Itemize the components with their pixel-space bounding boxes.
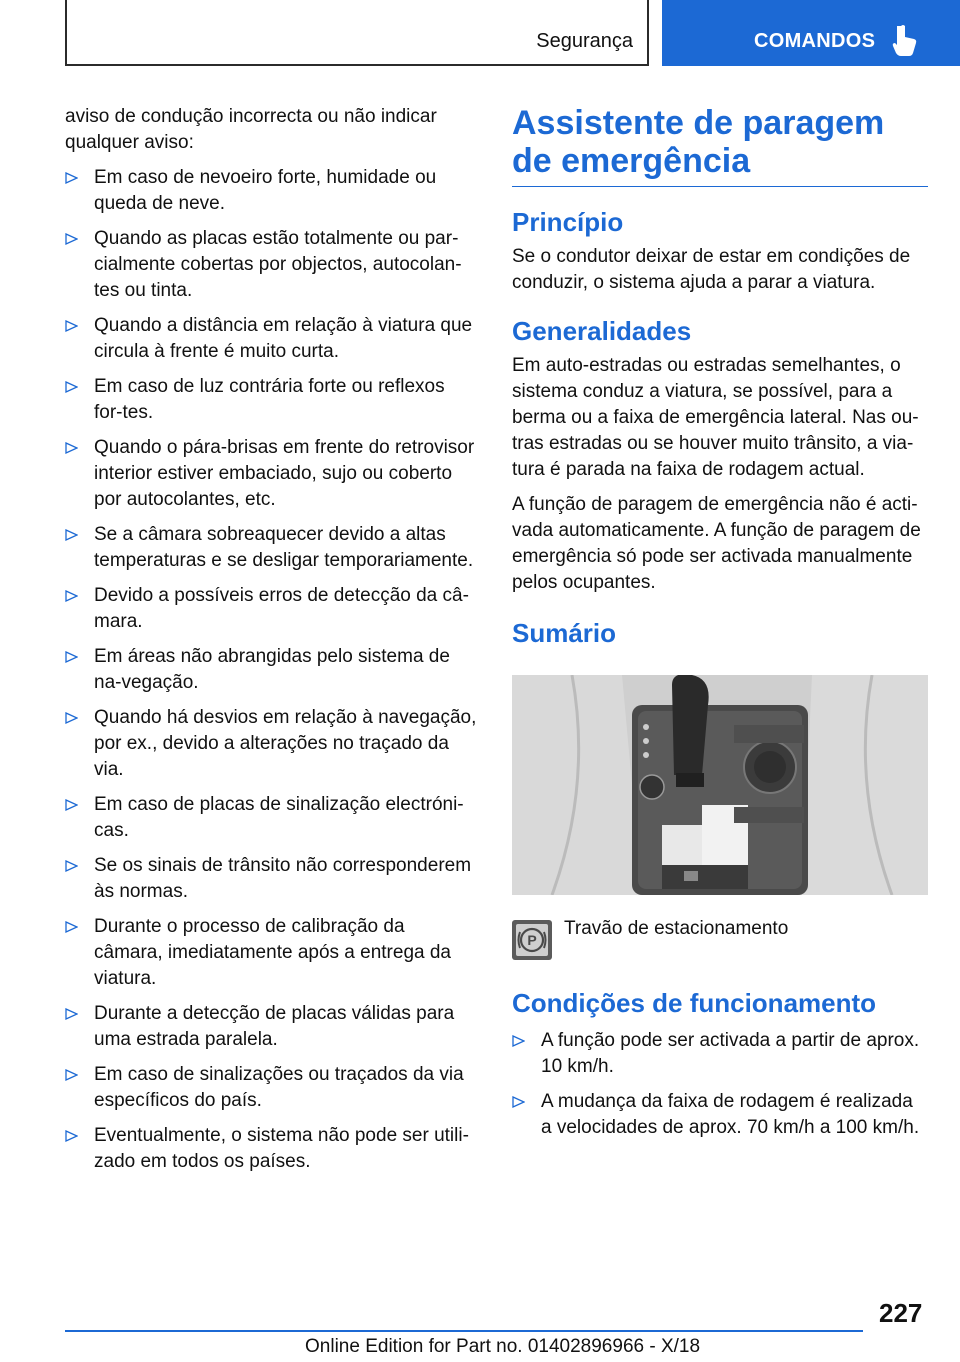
generalidades-paragraph-2: A função de paragem de emergência não é acti-vada automaticamente. A função de paragem de emergência só pode ser activada manualmente pelos ocupantes. bbox=[512, 494, 921, 593]
list-item-text: Eventualmente, o sistema não pode ser utili-zado em todos os países. bbox=[94, 1125, 469, 1172]
list-item bbox=[65, 374, 477, 426]
footer-edition: Online Edition for Part no. 01402896966 - X/18 bbox=[305, 1336, 701, 1357]
list-item-text: Em caso de luz contrária forte ou reflexos for-tes. bbox=[94, 376, 445, 423]
list-item-text: A função pode ser activada a partir de aprox. 10 km/h. bbox=[541, 1030, 920, 1077]
list-item bbox=[65, 313, 477, 365]
list-item-text: Quando a distância em relação à viatura que circula à frente é muito curta. bbox=[94, 315, 473, 362]
pointing-hand-icon bbox=[892, 24, 918, 56]
list-item bbox=[65, 705, 477, 783]
generalidades-heading: Generalidades bbox=[512, 316, 692, 346]
list-item-text: Se a câmara sobreaquecer devido a altas temperaturas e se desligar temporariamente. bbox=[94, 524, 474, 571]
list-item bbox=[65, 1123, 477, 1175]
triangle-bullet-icon bbox=[65, 233, 78, 245]
triangle-bullet-icon bbox=[65, 921, 78, 933]
page-title: Assistente de paragem de emergência bbox=[512, 104, 928, 187]
list-item bbox=[65, 522, 477, 574]
condicoes-heading: Condições de funcionamento bbox=[512, 988, 877, 1018]
list-item bbox=[65, 226, 477, 304]
sumario-heading: Sumário bbox=[512, 618, 617, 648]
list-item-text: Quando o pára-brisas em frente do retrovisor interior estiver embaciado, sujo ou coberto por autocolantes, etc. bbox=[94, 437, 475, 510]
list-item bbox=[65, 914, 477, 992]
principio-heading: Princípio bbox=[512, 207, 624, 237]
triangle-bullet-icon bbox=[65, 381, 78, 393]
list-item-text: Em caso de nevoeiro forte, humidade ou queda de neve. bbox=[94, 167, 437, 214]
center-console-illustration bbox=[512, 675, 928, 895]
triangle-bullet-icon bbox=[65, 651, 78, 663]
triangle-bullet-icon bbox=[65, 712, 78, 724]
list-item-text: Quando há desvios em relação à navegação, por ex., devido a alterações no traçado da via. bbox=[94, 707, 477, 780]
list-item bbox=[65, 583, 477, 635]
triangle-bullet-icon bbox=[65, 1069, 78, 1081]
left-condition-list bbox=[65, 165, 477, 1175]
caption-parking-brake bbox=[512, 918, 928, 962]
left-column bbox=[65, 104, 477, 1175]
list-item bbox=[512, 1028, 928, 1080]
triangle-bullet-icon bbox=[65, 172, 78, 184]
principio-text: Se o condutor deixar de estar em condições de conduzir, o sistema ajuda a parar a viatura. bbox=[512, 246, 911, 293]
list-item bbox=[65, 1001, 477, 1053]
list-item-text: A mudança da faixa de rodagem é realizada a velocidades de aprox. 70 km/h a 100 km/h. bbox=[541, 1091, 920, 1138]
list-item-text: Em áreas não abrangidas pelo sistema de na-vegação. bbox=[94, 646, 450, 693]
svg-text:P: P bbox=[527, 932, 537, 948]
triangle-bullet-icon bbox=[65, 529, 78, 541]
list-item bbox=[65, 644, 477, 696]
generalidades-paragraph-1: Em auto-estradas ou estradas semelhantes, o sistema conduz a viatura, se possível, para a berma ou a faixa de emergência lateral. Nas ou-tras estradas ou se houver muito trânsito, a via-tura é parada na faixa de rodagem actual. bbox=[512, 355, 919, 480]
right-column bbox=[512, 104, 928, 1141]
triangle-bullet-icon bbox=[65, 1008, 78, 1020]
triangle-bullet-icon bbox=[65, 860, 78, 872]
triangle-bullet-icon bbox=[512, 1096, 525, 1108]
triangle-bullet-icon bbox=[512, 1035, 525, 1047]
list-item-text: Durante o processo de calibração da câmara, imediatamente após a entrega da viatura. bbox=[94, 916, 451, 989]
header-tab-label: COMANDOS bbox=[754, 30, 876, 52]
condicoes-list bbox=[512, 1028, 928, 1141]
left-intro: aviso de condução incorrecta ou não indicar qualquer aviso: bbox=[65, 106, 437, 153]
header-section-title: Segurança bbox=[536, 30, 633, 52]
list-item bbox=[65, 165, 477, 217]
triangle-bullet-icon bbox=[65, 1130, 78, 1142]
list-item-text: Devido a possíveis erros de detecção da câ-mara. bbox=[94, 585, 469, 632]
list-item-text: Em caso de sinalizações ou traçados da via específicos do país. bbox=[94, 1064, 464, 1111]
list-item bbox=[65, 792, 477, 844]
triangle-bullet-icon bbox=[65, 320, 78, 332]
header-section-box bbox=[65, 0, 649, 66]
list-item bbox=[65, 853, 477, 905]
list-item-text: Em caso de placas de sinalização electróni-cas. bbox=[94, 794, 464, 841]
list-item bbox=[65, 1062, 477, 1114]
parking-brake-icon bbox=[512, 920, 552, 960]
triangle-bullet-icon bbox=[65, 590, 78, 602]
list-item bbox=[512, 1089, 928, 1141]
list-item bbox=[65, 435, 477, 513]
page-number: 227 bbox=[879, 1298, 923, 1328]
footer-rule bbox=[65, 1330, 863, 1332]
list-item-text: Se os sinais de trânsito não corresponderem às normas. bbox=[94, 855, 472, 902]
triangle-bullet-icon bbox=[65, 442, 78, 454]
caption-text: Travão de estacionamento bbox=[564, 918, 789, 939]
triangle-bullet-icon bbox=[65, 799, 78, 811]
list-item-text: Durante a detecção de placas válidas para uma estrada paralela. bbox=[94, 1003, 455, 1050]
list-item-text: Quando as placas estão totalmente ou par-cialmente cobertas por objectos, autocolan-tes ou tinta. bbox=[94, 228, 462, 301]
header-tab-comandos[interactable] bbox=[662, 0, 960, 66]
